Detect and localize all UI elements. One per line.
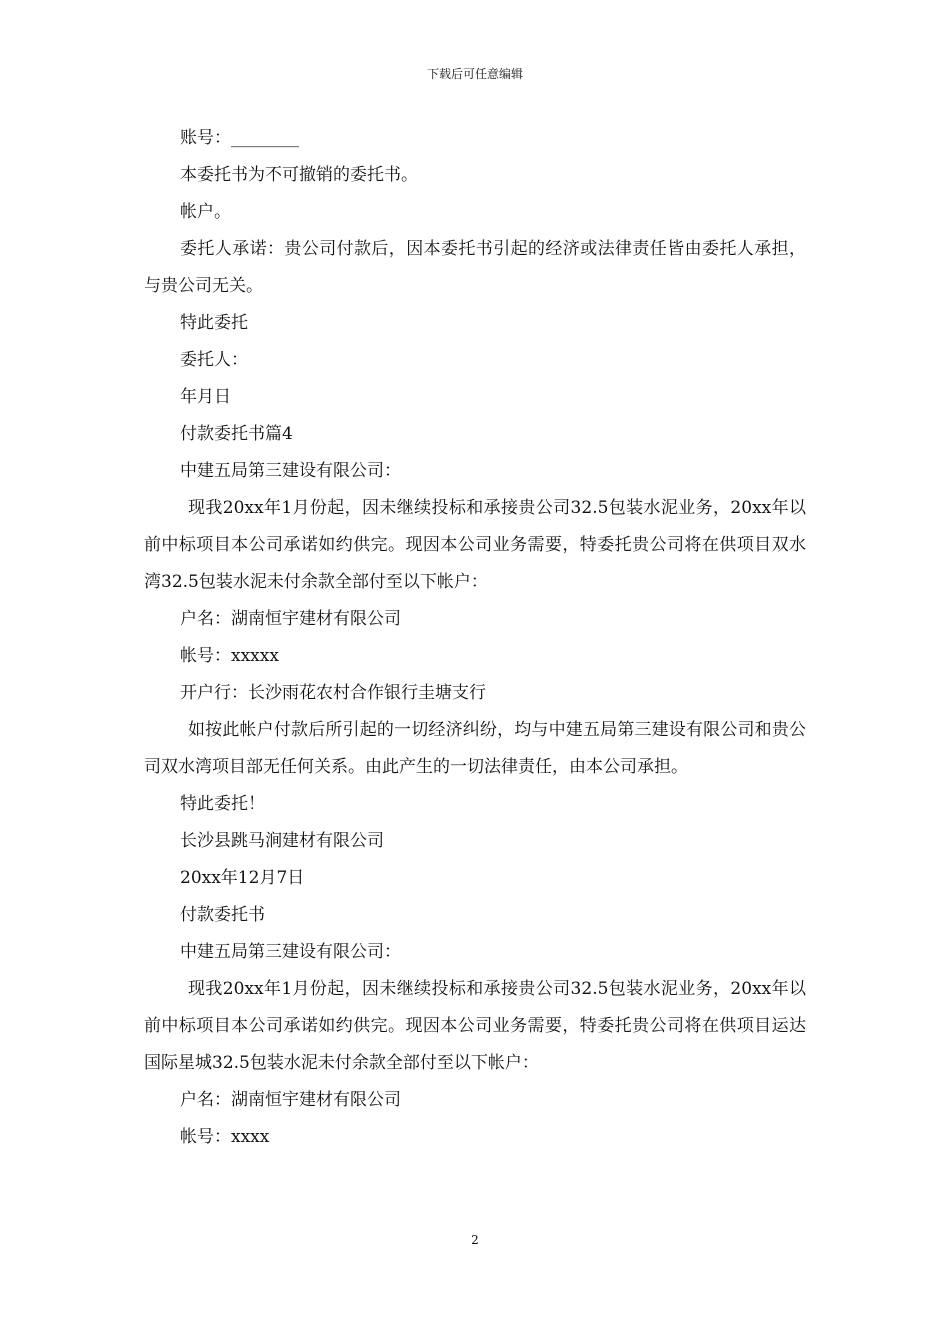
page-header: 下载后可任意编辑 <box>426 67 523 81</box>
paragraph: 户名：湖南恒宇建材有限公司 <box>180 609 401 629</box>
paragraph: 委托人承诺：贵公司付款后，因本委托书引起的经济或法律责任皆由委托人承担，与贵公司无关。 <box>144 239 806 296</box>
section-title: 付款委托书篇4 <box>180 424 293 444</box>
paragraph: 帐户。 <box>180 202 231 222</box>
paragraph: 开户行：长沙雨花农村合作银行圭塘支行 <box>180 683 486 703</box>
paragraph: 中建五局第三建设有限公司： <box>180 942 401 962</box>
paragraph: 帐号：xxxxx <box>180 646 279 666</box>
paragraph: 帐号：xxxx <box>180 1127 270 1147</box>
paragraph: 账号：________ <box>180 128 299 148</box>
paragraph: 特此委托！ <box>180 794 265 814</box>
paragraph: 现我20xx年1月份起，因未继续投标和承接贵公司32.5包装水泥业务，20xx年以前中标项目本公司承诺如约供完。现因本公司业务需要，特委托贵公司将在供项目双水湾32.5包装水泥未付余款全部付至以下帐户： <box>144 498 806 592</box>
paragraph: 户名：湖南恒宇建材有限公司 <box>180 1090 401 1110</box>
paragraph: 如按此帐户付款后所引起的一切经济纠纷，均与中建五局第三建设有限公司和贵公司双水湾项目部无任何关系。由此产生的一切法律责任，由本公司承担。 <box>144 720 806 777</box>
page-number: 2 <box>471 1233 479 1247</box>
section-title: 付款委托书 <box>180 905 265 925</box>
paragraph: 特此委托 <box>180 313 248 333</box>
paragraph: 委托人： <box>180 350 248 370</box>
paragraph: 长沙县跳马涧建材有限公司 <box>180 831 384 851</box>
paragraph: 本委托书为不可撤销的委托书。 <box>180 165 418 185</box>
paragraph: 20xx年12月7日 <box>180 868 305 888</box>
paragraph: 年月日 <box>180 387 231 407</box>
document-body <box>144 120 806 1156</box>
paragraph: 中建五局第三建设有限公司： <box>180 461 401 481</box>
paragraph: 现我20xx年1月份起，因未继续投标和承接贵公司32.5包装水泥业务，20xx年以前中标项目本公司承诺如约供完。现因本公司业务需要，特委托贵公司将在供项目运达国际星城32.5包装水泥未付余款全部付至以下帐户： <box>144 979 806 1073</box>
